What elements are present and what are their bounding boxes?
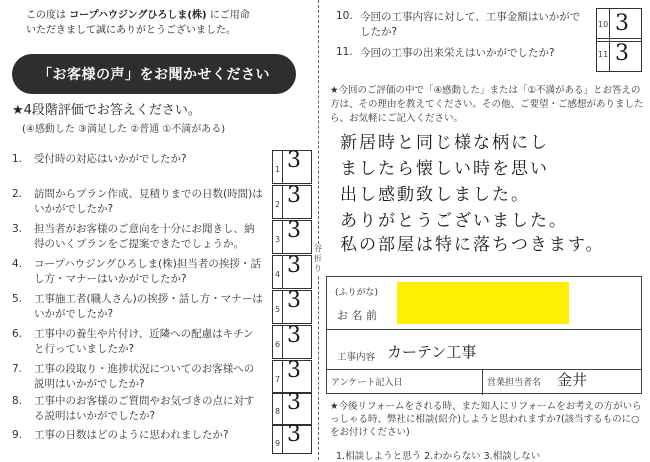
- reform-question: ★今後リフォームをされる時、また知人にリフォームをお考えの方がいらっしゃる時、弊社に相談(紹介)しようと思われますか?(該当するものに○をお付けください): [330, 401, 642, 438]
- question-number: 4.: [12, 258, 23, 270]
- answer-value: 3: [287, 323, 301, 348]
- work-value: カーテン工事: [387, 343, 477, 361]
- answer-box[interactable]: [272, 325, 312, 359]
- question-text: 今回の工事の出来栄えはいかがでしたか?: [360, 47, 555, 59]
- question-number: 1.: [12, 153, 23, 165]
- answer-box[interactable]: [272, 220, 312, 254]
- answer-box-number: 8: [275, 407, 281, 416]
- question-text: 担当者がお客様のご意向を十分にお聞きし、納得のいくプランをご提案できたでしょうか。: [34, 223, 255, 250]
- question-number: 6.: [12, 328, 23, 340]
- answer-box[interactable]: [596, 38, 642, 72]
- question-text: 工事中のお客様のご質問やお気づきの点に対する説明はいかがでしたか?: [34, 395, 255, 422]
- answer-box-number: 9: [275, 439, 281, 448]
- answer-box-number: 7: [275, 375, 281, 384]
- comment-prompt: ★今回のご評価の中で「④感動した」または「①不満がある」とお答えの方は、その理由を教えてください。その他、ご要望・ご感想がありましたら、お気軽にご記入ください。: [330, 85, 644, 124]
- answer-box-number: 5: [275, 305, 281, 314]
- answer-value: 3: [287, 358, 301, 383]
- intro-text: [26, 8, 316, 38]
- question-text: 工事施工者(職人さん)の挨拶・話し方・マナーはいかがでしたか?: [34, 293, 263, 320]
- intro-line2: いただきまして誠にありがとうございました。: [26, 25, 236, 36]
- company-name: コープハウジングひろしま(株): [69, 10, 207, 21]
- question-number: 2.: [12, 188, 23, 200]
- question-text: 工事の日数はどのように思われましたか?: [34, 429, 229, 441]
- question-text: 訪問からプラン作成、見積りまでの日数(時間)はいかがでしたか?: [34, 188, 263, 215]
- question-text: 工事の段取り・進捗状況についてのお客様への説明はいかがでしたか?: [34, 363, 255, 390]
- answer-box-number: 1: [275, 165, 281, 174]
- question-number: 7.: [12, 363, 23, 375]
- answer-value: 3: [615, 41, 629, 66]
- answer-value: 3: [287, 253, 301, 278]
- answer-value: 3: [287, 218, 301, 243]
- question-number: 3.: [12, 223, 23, 235]
- question-number: 10.: [336, 10, 353, 22]
- comment-line: 出し感動致しました。: [340, 185, 530, 205]
- answer-value: 3: [287, 183, 301, 208]
- redacted-name: [397, 282, 569, 324]
- answer-value: 3: [615, 11, 629, 36]
- answer-box[interactable]: [596, 8, 642, 42]
- answer-box[interactable]: [272, 392, 312, 426]
- answer-box-number: 6: [275, 340, 281, 349]
- fold-label: 谷折り: [314, 244, 322, 273]
- reform-options: 1.相談しようと思う 2.わからない 3.相談しない: [336, 451, 541, 462]
- evaluation-heading: ★4段階評価でお答えください。: [12, 103, 201, 118]
- answer-box-number: 4: [275, 270, 281, 279]
- answer-box[interactable]: [272, 255, 312, 289]
- question-number: 5.: [12, 293, 23, 305]
- answer-box[interactable]: [272, 290, 312, 324]
- question-number: 9.: [12, 429, 23, 441]
- question-text: コープハウジングひろしま(株)担当者の挨拶・話し方・マナーはいかがでしたか?: [34, 258, 261, 285]
- answer-value: 3: [287, 148, 301, 173]
- survey-date-label: アンケート記入日: [331, 378, 403, 388]
- answer-value: 3: [287, 288, 301, 313]
- answer-box[interactable]: [272, 360, 312, 394]
- answer-box-number: 3: [275, 235, 281, 244]
- customer-voice-banner: 「お客様の声」をお聞かせください: [12, 54, 296, 94]
- answer-value: 3: [287, 390, 301, 415]
- answer-box[interactable]: [272, 185, 312, 219]
- fold-line: [318, 0, 319, 460]
- intro-post: にご用命: [209, 10, 250, 21]
- question-text: 受付時の対応はいかがでしたか?: [34, 153, 187, 165]
- answer-box-number: 2: [275, 200, 281, 209]
- answer-box[interactable]: [272, 150, 312, 184]
- question-number: 11.: [336, 46, 353, 58]
- answer-box[interactable]: [272, 424, 312, 454]
- answer-box-number: 10: [598, 20, 609, 29]
- question-text: 今回の工事内容に対して、工事金額はいかがでしたか?: [360, 11, 581, 38]
- work-label: 工事内容: [337, 352, 376, 363]
- sales-rep-value: 金井: [557, 371, 588, 389]
- comment-line: ましたら懐しい時を思い: [340, 159, 549, 179]
- question-number: 8.: [12, 395, 23, 407]
- comment-line: 私の部屋は特に落ちつきます。: [340, 235, 605, 255]
- furigana-label: (ふりがな): [335, 288, 379, 298]
- evaluation-scale: (④感動した ③満足した ②普通 ①不満がある): [22, 124, 226, 135]
- intro-pre: この度は: [26, 10, 66, 21]
- name-label: お 名 前: [337, 309, 377, 322]
- customer-info-box: [326, 276, 642, 394]
- sales-rep-label: 営業担当者名: [487, 378, 542, 388]
- comment-line: 新居時と同じ様な柄にし: [340, 133, 549, 153]
- comment-line: ありがとうございました。: [340, 211, 568, 231]
- answer-value: 3: [287, 422, 301, 447]
- question-text: 工事中の養生や片付け、近隣への配慮はキチンと行っていましたか?: [34, 328, 254, 355]
- answer-box-number: 11: [598, 50, 609, 59]
